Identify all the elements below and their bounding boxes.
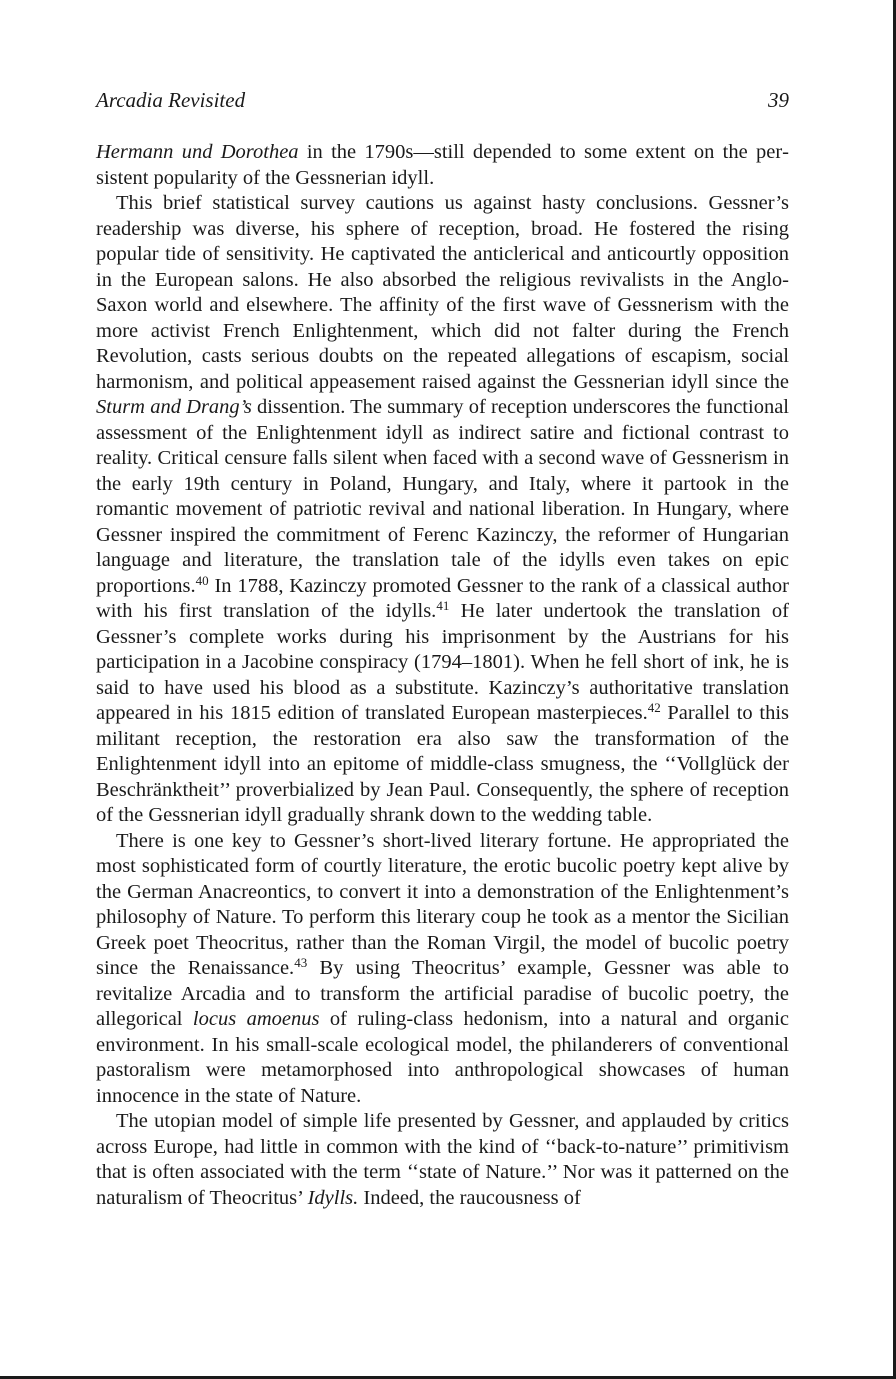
paragraph-text: This brief statistical survey cautions us against hasty conclusions. Gessner’s readership was diverse, his sphere of reception, broad. He fostered the rising popular tide of sensitivity. He captivated the anticlerical and anticourtly opposition in the European salons. He also absorbed the religious revivalists in the Anglo-Saxon world and elsewhere. The affinity of the first wave of Gessnerism with the more activist French Enlightenment, which did not falter during the French Revolution, casts serious doubts on the repeated allegations of escapism, social harmonism, and political appeasement raised against the Gessnerian idyll since the <box>96 192 789 393</box>
paragraph-text: of ruling-class hedonism, into a natural and organic environment. In his small-scale ecological model, the philanderers of conventional pastoralism were metamorphosed into anthropological showcases of human innocence in the state of Nature. <box>96 1008 789 1107</box>
book-page <box>96 88 789 1211</box>
paragraph-reception-survey <box>96 191 789 829</box>
paragraph-text: By using Theocritus’ example, Gessner was able to revitalize Arcadia and to transform the artificial paradise of bucolic poetry, the allegorical <box>96 957 790 1030</box>
page-number: 39 <box>768 88 789 112</box>
paragraph-text: dissention. The summary of reception underscores the functional assessment of the Enlightenment idyll as indirect satire and fictional contrast to reality. Critical censure falls silent when faced with a second wave of Gessnerism in the early 19th century in Poland, Hungary, and Italy, where it partook in the romantic movement of patriotic revival and national liberation. In Hungary, where Gessner inspired the commitment of Ferenc Kazinczy, the reformer of Hungarian language and literature, the translation tale of the idylls even takes on epic proportions. <box>96 396 789 597</box>
italic-title-hermann: Hermann und Dorothea <box>96 141 299 163</box>
footnote-ref-42[interactable]: 42 <box>647 700 661 715</box>
footnote-ref-41[interactable]: 41 <box>436 598 450 613</box>
paragraph-literary-fortune <box>96 829 789 1110</box>
paragraph-text: Indeed, the raucousness of <box>358 1186 581 1209</box>
paragraph-continuation <box>96 140 789 191</box>
italic-title-sturm: Sturm and Drang’s <box>96 396 252 418</box>
footnote-ref-40[interactable]: 40 <box>195 572 209 588</box>
paragraph-text: He later undertook the translation of Gessner’s complete works during his imprisonment by the Austrians for his participation in a Jacobine conspiracy (1794–1801). When he fell short of ink, he is said to have used his blood as a substitute. Kazinczy’s authoritative translation appeared in his 1815 edition of translated European masterpieces. <box>96 600 789 724</box>
paragraph-text: in the 1790s—still depended to some extent on the persistent popularity of the Gessnerian idyll. <box>96 141 789 189</box>
running-title: Arcadia Revisited <box>96 88 246 112</box>
footnote-ref-43[interactable]: 43 <box>294 955 308 970</box>
paragraph-text: There is one key to Gessner’s short-lived literary fortune. He appropriated the most sophisticated form of courtly literature, the erotic bucolic poetry kept alive by the German Anacreontics, to convert it into a demonstration of the Enlightenment’s philosophy of Nature. To perform this literary coup he took as a mentor the Sicilian Greek poet Theocritus, rather than the Roman Virgil, the model of bucolic poetry since the Renaissance. <box>96 829 789 979</box>
paragraph-text: Parallel to this militant reception, the restoration era also saw the transformation of the Enlightenment idyll into an epitome of middle-class smugness, the ‘‘Vollglück der Beschränktheit’’ proverbialized by Jean Paul. Consequently, the sphere of reception of the Gessnerian idyll gradually shrank down to the wedding table. <box>96 702 789 826</box>
paragraph-utopian-model <box>96 1109 789 1211</box>
paragraph-text: In 1788, Kazinczy promoted Gessner to the rank of a classical author with his first translation of the idylls. <box>96 574 789 622</box>
running-head <box>96 88 789 118</box>
paragraph-text: The utopian model of simple life presented by Gessner, and applauded by critics across Europe, had little in common with the kind of ‘‘back-to-nature’’ primitivism that is often associated with the term ‘‘state of Nature.’’ Nor was it patterned on the naturalism of Theocritus’ <box>96 1110 789 1209</box>
italic-locus-amoenus: locus amoenus <box>192 1008 320 1030</box>
italic-title-idylls: Idylls. <box>307 1186 359 1209</box>
